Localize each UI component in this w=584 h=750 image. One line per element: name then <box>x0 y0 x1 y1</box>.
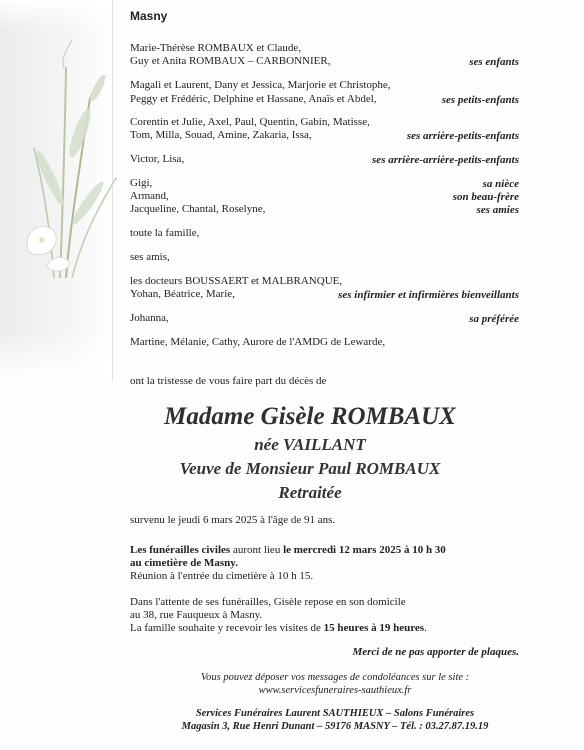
funeral-line: Les funérailles civiles auront lieu le mercredi 12 mars 2025 à 10 h 30 <box>130 544 446 556</box>
relation-label: ses infirmier et infirmières bienveillants <box>338 289 519 301</box>
funeral-type: Les funérailles civiles <box>130 544 231 556</box>
family-line: toute la famille, <box>130 227 200 239</box>
relation-label: ses arrière-arrière-petits-enfants <box>372 154 519 166</box>
family-line: Martine, Mélanie, Cathy, Aurore de l'AMDG de Lewarde, <box>130 336 386 348</box>
relation-label: son beau-frère <box>452 191 519 203</box>
relation-label: sa nièce <box>482 178 519 190</box>
funeral-date: le mercredi 12 mars 2025 à 10 h 30 <box>283 544 446 556</box>
calla-lily-icon <box>20 28 130 278</box>
deceased-name: Madame Gisèle ROMBAUX <box>164 403 456 430</box>
occupation-status: Retraitée <box>278 483 342 502</box>
condolences-text: Vous pouvez déposer vos messages de condoléances sur le site : <box>200 672 470 683</box>
family-line: Jacqueline, Chantal, Roselyne, <box>130 203 266 215</box>
no-plaques-note: Merci de ne pas apporter de plaques. <box>352 646 519 658</box>
rest-line: Dans l'attente de ses funérailles, Gisèle repose en son domicile <box>130 596 406 608</box>
relation-label: ses petits-enfants <box>441 94 519 106</box>
relation-label: ses enfants <box>469 56 519 68</box>
family-line: Guy et Anita ROMBAUX – CARBONNIER, <box>130 55 331 67</box>
family-line: Magali et Laurent, Dany et Jessica, Marjorie et Christophe, <box>130 79 391 91</box>
family-line: Victor, Lisa, <box>130 153 185 165</box>
death-date-text: survenu le jeudi 6 mars 2025 à l'âge de 91 ans. <box>130 514 336 526</box>
family-line: Armand, <box>130 190 169 202</box>
family-line: les docteurs BOUSSAERT et MALBRANQUE, <box>130 275 343 287</box>
relation-label: ses arrière-petits-enfants <box>406 130 519 142</box>
family-line: Corentin et Julie, Axel, Paul, Quentin, Gabin, Matisse, <box>130 116 370 128</box>
condolences-website-link[interactable]: www.servicesfuneraires-sauthieux.fr <box>258 685 412 696</box>
family-line: ses amis, <box>130 251 170 263</box>
maiden-name: née VAILLANT <box>254 435 366 454</box>
place-heading: Masny <box>130 9 168 23</box>
meeting-time: Réunion à l'entrée du cimetière à 10 h 15. <box>130 570 314 582</box>
family-line: Johanna, <box>130 312 169 324</box>
family-line: Tom, Milla, Souad, Amine, Zakaria, Issa, <box>130 129 312 141</box>
funeral-place: au cimetière de Masny. <box>130 557 238 569</box>
announcement-text: ont la tristesse de vous faire part du décès de <box>130 375 327 387</box>
widow-of: Veuve de Monsieur Paul ROMBAUX <box>179 459 441 478</box>
family-line: Peggy et Frédéric, Delphine et Hassane, Anaïs et Abdel, <box>130 93 377 105</box>
family-line: Marie-Thérèse ROMBAUX et Claude, <box>130 42 302 54</box>
relation-label: ses amies <box>476 204 519 216</box>
rest-address: au 38, rue Fauqueux à Masny. <box>130 609 263 621</box>
funeral-services-address: Magasin 3, Rue Henri Dunant – 59176 MASNY – Tél. : 03.27.87.19.19 <box>181 721 489 732</box>
visiting-hours: La famille souhaite y recevoir les visites de 15 heures à 19 heures. <box>130 622 427 634</box>
family-line: Gigi, <box>130 177 153 189</box>
funeral-services-name: Services Funéraires Laurent SAUTHIEUX – Salons Funéraires <box>195 708 475 719</box>
relation-label: sa préférée <box>469 313 519 325</box>
family-line: Yohan, Béatrice, Marie, <box>130 288 235 300</box>
